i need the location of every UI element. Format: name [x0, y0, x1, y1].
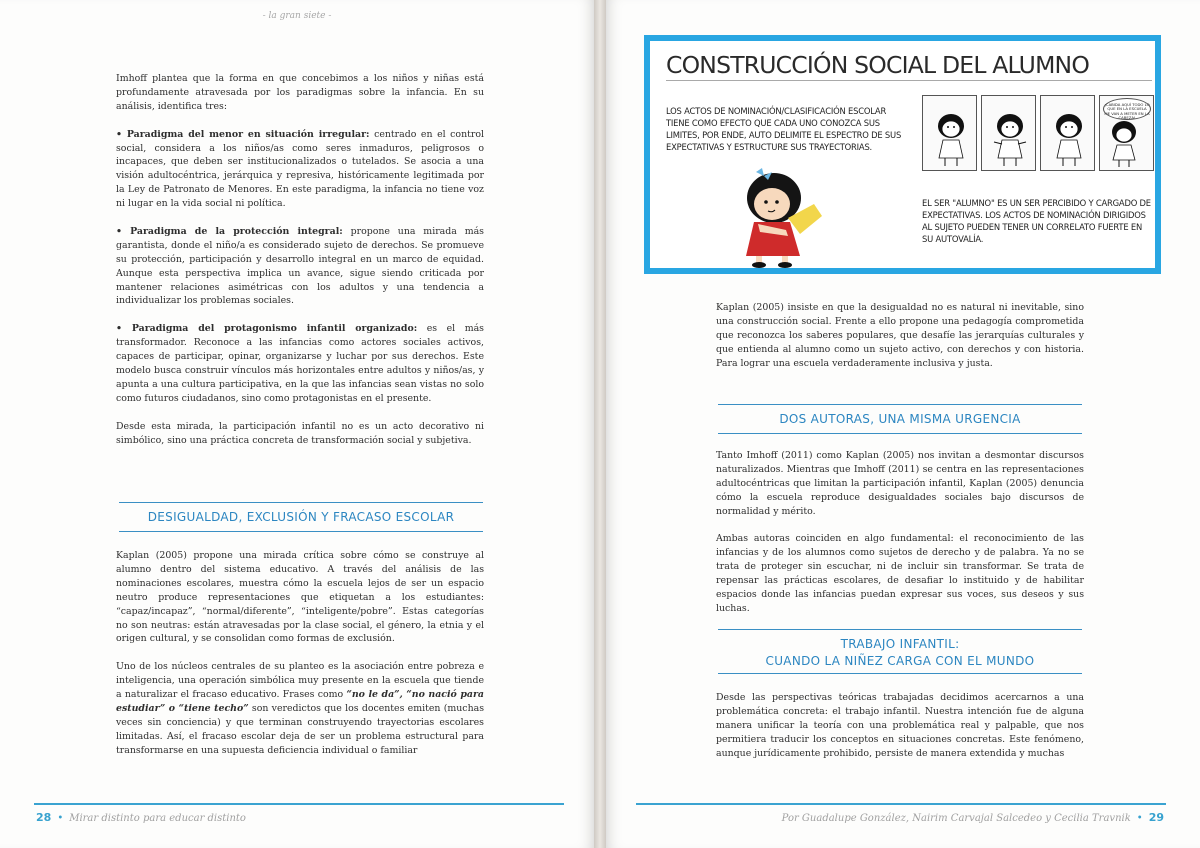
authors-paragraph-1: Tanto Imhoff (2011) como Kaplan (2005) nos invitan a desmontar discursos naturalizados. Mientras que Imhoff (2011) se centra en las representaciones adultocéntricas que limitan la participación infantil, Kaplan (2005) denuncia cómo la escuela reproduce desigualdades sociales bajo discursos de normalidad y mérito. — [716, 450, 1084, 517]
running-head: - la gran siete - — [262, 11, 332, 21]
section-heading-dos-autoras — [718, 404, 1082, 434]
right-body-trabajo — [716, 691, 1084, 761]
section-heading-text: DOS AUTORAS, UNA MISMA URGENCIA — [779, 412, 1021, 426]
mafalda-figure-icon — [1041, 96, 1095, 170]
comic-panel-4 — [1099, 95, 1154, 171]
left-body-top — [116, 72, 484, 447]
comic-panel-3 — [1040, 95, 1095, 171]
paradigm-3-title: • Paradigma del protagonismo infantil organizado: — [116, 323, 418, 335]
kaplan-p2-end: son veredictos que los docentes emiten (muchas veces sin conciencia) y que terminan construyendo trayectorias escolares limitadas. Así, el fracaso escolar deja de ser un problema estructural para transformarse en una supuesta deficiencia individual o familiar — [116, 702, 485, 756]
mafalda-figure-icon — [923, 96, 977, 170]
left-page — [0, 0, 594, 848]
kaplan-paragraph-2 — [116, 660, 484, 757]
comic-speech-bubble: ¡CABIDA AQUÍ TODO LO QUE EN LA ESCUELA ME VAN A METER EN LA CABEZA! — [1103, 98, 1151, 120]
mafalda-figure-icon — [982, 96, 1036, 170]
footer-bullet: • — [1136, 813, 1143, 824]
paradigm-1 — [116, 128, 484, 211]
right-body-kaplan — [716, 301, 1084, 371]
footer-rule-left — [34, 803, 564, 805]
paradigm-2-title: • Paradigma de la protección integral: — [116, 225, 343, 237]
closing-paragraph: Desde esta mirada, la participación infantil no es un acto decorativo ni simbólico, sino una práctica concreta de transformación social y subjetiva. — [116, 420, 484, 446]
trabajo-paragraph: Desde las perspectivas teóricas trabajadas decidimos acercarnos a una problemática concreta: el trabajo infantil. Nuestra intención fue de alguna manera unificar la teoría con una problemática real y palpable, que nos permitiera traducir los conceptos en situaciones concretas. Este fenómeno, aunque jurídicamente prohibido, persiste de manera extendida y muchas — [716, 692, 1084, 759]
authors-paragraph-2: Ambas autoras coinciden en algo fundamental: el reconocimiento de las infancias y de los alumnos como sujetos de derecho y de palabra. Ya no se trata de proteger sin escuchar, ni de incluir sin transformar. Se trata de repensar las prácticas escolares, de desafiar lo instituido y de habilitar espacios donde las infancias puedan expresar sus voces, sus deseos y sus luchas. — [716, 533, 1084, 614]
infobox-text-2: EL SER "ALUMNO" ES UN SER PERCIBIDO Y CARGADO DE EXPECTATIVAS. LOS ACTOS DE NOMINACIÓN DIRIGIDOS AL SUJETO PUEDEN TENER UN CORRELATO FUERTE EN SU AUTOVALÍA. — [922, 198, 1151, 244]
comic-strip — [922, 95, 1154, 171]
paradigm-2-text: propone una mirada más garantista, donde el niño/a es considerado sujeto de derechos. Se promueve su protección, participación y desarrollo integral en un marco de equidad. Aunque esta perspectiva implica un avance, sigue siendo criticada por mantener relaciones asimétricas con los adultos y una tendencia a individualizar los problemas sociales. — [116, 225, 484, 307]
infobox-construccion — [644, 35, 1161, 274]
book-gutter — [594, 0, 606, 848]
intro-paragraph: Imhoff plantea que la forma en que concebimos a los niños y niñas está profundamente atravesada por los paradigmas sobre la infancia. En su análisis, identifica tres: — [116, 73, 484, 112]
footer-bullet: • — [57, 813, 64, 824]
section-heading-trabajo-infantil — [718, 629, 1082, 674]
paradigm-1-title: • Paradigma del menor en situación irregular: — [116, 128, 370, 140]
section-heading-text: DESIGUALDAD, EXCLUSIÓN Y FRACASO ESCOLAR — [147, 510, 455, 524]
page-number-right: 29 — [1148, 811, 1164, 824]
footer-rule-right — [636, 803, 1166, 805]
section-heading-line-2: CUANDO LA NIÑEZ CARGA CON EL MUNDO — [765, 654, 1035, 668]
kaplan-p2-quote: “no le da”, “no nació para estudiar” o “tiene techo” — [116, 689, 484, 714]
comic-panel-1 — [922, 95, 977, 171]
infobox-divider — [666, 80, 1152, 81]
paradigm-3 — [116, 322, 484, 405]
footer-book-title: Mirar distinto para educar distinto — [69, 813, 246, 824]
infobox-text-1: LOS ACTOS DE NOMINACIÓN/CLASIFICACIÓN ESCOLAR TIENE COMO EFECTO QUE CADA UNO CONOZCA SUS LIMITES, POR ENDE, AUTO DELIMITE EL ESPECTRO DE SUS EXPECTATIVAS Y ESTRUCTURE SUS TRAYECTORIAS. — [666, 106, 902, 152]
left-body-bottom — [116, 549, 484, 758]
infobox-title: CONSTRUCCIÓN SOCIAL DEL ALUMNO — [666, 51, 1090, 79]
footer-left — [36, 811, 246, 824]
section-heading-line-1: TRABAJO INFANTIL: — [840, 637, 960, 651]
kaplan-paragraph-1: Kaplan (2005) propone una mirada crítica sobre cómo se construye al alumno dentro del sistema educativo. A través del análisis de las nominaciones escolares, muestra cómo la escuela lejos de ser un espacio neutro produce representaciones que etiquetan a los estudiantes: “capaz/incapaz”, “normal/diferente”, “inteligente/pobre”. Estas categorías no son neutras: están atravesadas por la clase social, el género, la etnia y el origen cultural, y se consolidan como formas de exclusión. — [116, 550, 484, 645]
paradigm-2 — [116, 225, 484, 308]
footer-authors: Por Guadalupe González, Nairim Carvajal Salcedeo y Cecilia Travnik — [781, 813, 1131, 824]
paradigm-3-text: es el más transformador. Reconoce a las infancias como actores sociales activos, capaces de participar, opinar, organizarse y luchar por sus derechos. Este modelo busca construir vínculos más horizontales entre adultos y niños/as, y apunta a una cultura participativa, en la que las infancias sean vistas no solo como futuros ciudadanos, sino como protagonistas en el presente. — [116, 323, 484, 404]
paradigm-1-text: centrado en el control social, considera a los niños/as como seres inmaduros, peligrosos o incapaces, que deben ser institucionalizados o tutelados. Se asocia a una visión adultocéntrica, jerárquica y represiva, históricamente legitimada por la Ley de Patronato de Menores. En este paradigma, la infancia no tiene voz ni lugar en la vida social ni política. — [116, 128, 484, 210]
kaplan-p2-start: Uno de los núcleos centrales de su planteo es la asociación entre pobreza e inteligencia, una operación simbólica muy presente en la escuela que tiende a naturalizar el fracaso educativo. Frases como — [116, 661, 484, 701]
right-body-authors — [716, 449, 1084, 616]
page-number-left: 28 — [36, 811, 52, 824]
mafalda-illustration-icon — [728, 164, 836, 268]
comic-panel-2 — [981, 95, 1036, 171]
kaplan-insiste-paragraph: Kaplan (2005) insiste en que la desigualdad no es natural ni inevitable, sino una construcción social. Frente a ello propone una pedagogía comprometida que reconozca los saberes populares, que desafíe las jerarquías culturales y que entienda al alumno como un sujeto activo, con derechos y con historia. Para lograr una escuela verdaderamente inclusiva y justa. — [716, 302, 1084, 369]
footer-right — [782, 811, 1164, 824]
section-heading-desigualdad — [119, 502, 483, 532]
